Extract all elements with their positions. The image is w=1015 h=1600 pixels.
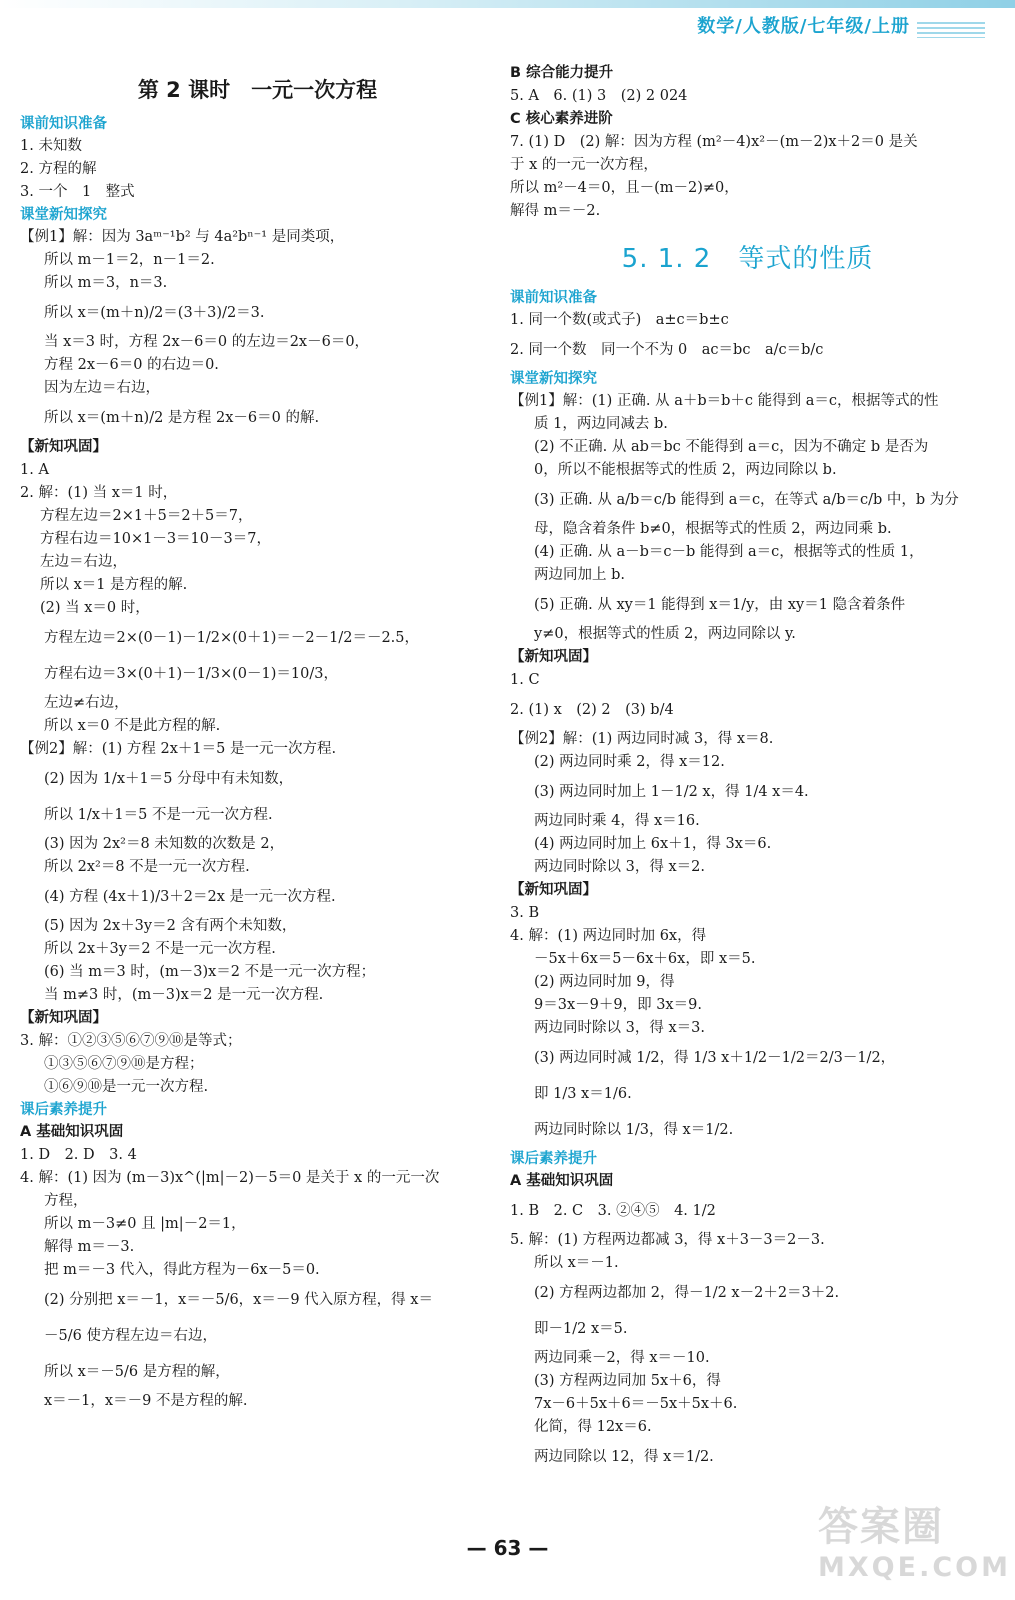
answer-line: 当 x＝3 时，方程 2x－6＝0 的左边＝2x－6＝0，: [44, 334, 370, 350]
answer-line: 2. (1) x (2) 2 (3) b/4: [510, 702, 674, 718]
answer-line: 于 x 的一元一次方程，: [510, 157, 658, 173]
answer-line: 1. B 2. C 3. ②④⑤ 4. 1/2: [510, 1203, 716, 1219]
answer-line: 【例1】解：因为 3aᵐ⁻¹b² 与 4a²bⁿ⁻¹ 是同类项，: [20, 229, 345, 245]
answer-line: 方程 2x－6＝0 的右边＝0.: [44, 357, 219, 373]
answer-line: 1. D 2. D 3. 4: [20, 1147, 137, 1163]
answer-line: 两边同时除以 3，得 x＝3.: [534, 1020, 705, 1036]
right-column: [510, 62, 985, 1475]
answer-line: (2) 两边同时乘 2，得 x＝12.: [534, 754, 725, 770]
answer-line: 所以 x＝－5/6 是方程的解，: [44, 1364, 230, 1380]
answer-line: 0，所以不能根据等式的性质 2，两边同除以 b.: [534, 462, 837, 478]
answer-line: 4. 解：(1) 因为 (m－3)x^(|m|－2)－5＝0 是关于 x 的一元一次: [20, 1170, 440, 1186]
answer-line: 1. C: [510, 672, 540, 688]
section-heading: 课后素养提升: [20, 1102, 107, 1118]
answer-line: (4) 正确. 从 a－b＝c－b 能得到 a＝c，根据等式的性质 1，: [534, 544, 924, 560]
answer-line: 7. (1) D (2) 解：因为方程 (m²－4)x²－(m－2)x＋2＝0 是关: [510, 134, 918, 150]
answer-line: 所以 1/x＋1＝5 不是一元一次方程.: [44, 807, 273, 823]
subsection-label: 【新知巩固】: [510, 882, 597, 898]
answer-line: 所以 m－1＝2，n－1＝2.: [44, 252, 215, 268]
answer-line: 即 1/3 x＝1/6.: [534, 1086, 632, 1102]
answer-line: －5x＋6x＝5－6x＋6x，即 x＝5.: [534, 951, 756, 967]
answer-line: ①⑥⑨⑩是一元一次方程.: [44, 1079, 209, 1095]
answer-line: (5) 因为 2x＋3y＝2 含有两个未知数，: [44, 918, 297, 934]
section-heading: 课前知识准备: [20, 116, 107, 132]
answer-line: 两边同时除以 3，得 x＝2.: [534, 859, 705, 875]
answer-line: (3) 两边同时加上 1－1/2 x，得 1/4 x＝4.: [534, 784, 809, 800]
section-heading: 课堂新知探究: [510, 371, 597, 387]
answer-line: (2) 方程两边都加 2，得－1/2 x－2＋2＝3＋2.: [534, 1285, 840, 1301]
answer-line: 方程左边＝2×1＋5＝2＋5＝7，: [40, 508, 253, 524]
answer-line: 两边同时除以 1/3，得 x＝1/2.: [534, 1122, 734, 1138]
answer-line: ①③⑤⑥⑦⑨⑩是方程；: [44, 1056, 204, 1072]
answer-line: 所以 x＝(m＋n)/2 是方程 2x－6＝0 的解.: [44, 410, 320, 426]
answer-line: (2) 两边同时加 9，得: [534, 974, 675, 990]
answer-line: 解得 m＝－3.: [44, 1239, 135, 1255]
watermark-logo: [818, 1495, 1011, 1590]
section-heading: 课后素养提升: [510, 1151, 597, 1167]
answer-line: 所以 m²－4＝0，且－(m－2)≠0，: [510, 180, 739, 196]
answer-line: 因为左边＝右边，: [44, 380, 160, 396]
answer-line: 9＝3x－9＋9，即 3x＝9.: [534, 997, 702, 1013]
section-heading: 课堂新知探究: [20, 207, 107, 223]
answer-line: 所以 x＝1 是方程的解.: [40, 577, 188, 593]
answer-line: 1. 同一个数(或式子) a±c＝b±c: [510, 312, 729, 328]
subsection-label: A 基础知识巩固: [510, 1173, 614, 1189]
answer-line: 5. 解：(1) 方程两边都减 3，得 x＋3－3＝2－3.: [510, 1232, 825, 1248]
subsection-label: C 核心素养进阶: [510, 111, 613, 127]
answer-line: (2) 因为 1/x＋1＝5 分母中有未知数，: [44, 771, 294, 787]
answer-line: 两边同加上 b.: [534, 567, 625, 583]
answer-line: 方程右边＝3×(0＋1)－1/3×(0－1)＝10/3，: [44, 666, 338, 682]
answer-line: 7x－6＋5x＋6＝－5x＋5x＋6.: [534, 1396, 738, 1412]
answer-line: (3) 两边同时减 1/2，得 1/3 x＋1/2－1/2＝2/3－1/2，: [534, 1050, 896, 1066]
answer-line: 母，隐含着条件 b≠0，根据等式的性质 2，两边同乘 b.: [534, 521, 892, 537]
header-decoration: [917, 22, 985, 38]
left-column: [20, 55, 495, 1413]
answer-line: 3. 解：①②③⑤⑥⑦⑨⑩是等式；: [20, 1033, 242, 1049]
answer-line: 即－1/2 x＝5.: [534, 1321, 628, 1337]
answer-line: (3) 因为 2x²＝8 未知数的次数是 2，: [44, 836, 285, 852]
answer-line: (4) 两边同时加上 6x＋1，得 3x＝6.: [534, 836, 772, 852]
answer-line: 【例2】解：(1) 两边同时减 3，得 x＝8.: [510, 731, 774, 747]
answer-line: 1. A: [20, 462, 49, 478]
answer-line: 5. A 6. (1) 3 (2) 2 024: [510, 88, 688, 104]
answer-line: 方程，: [44, 1193, 88, 1209]
answer-line: x＝－1，x＝－9 不是方程的解.: [44, 1393, 248, 1409]
watermark-bottom-text: MXQE.COM: [818, 1552, 1011, 1583]
answer-line: 质 1，两边同减去 b.: [534, 416, 668, 432]
subsection-label: 【新知巩固】: [510, 649, 597, 665]
answer-line: 把 m＝－3 代入，得此方程为－6x－5＝0.: [44, 1262, 320, 1278]
answer-line: (3) 正确. 从 a/b＝c/b 能得到 a＝c，在等式 a/b＝c/b 中，b 为分: [534, 492, 959, 508]
answer-line: 方程左边＝2×(0－1)－1/2×(0＋1)＝－2－1/2＝－2.5，: [44, 630, 420, 646]
answer-line: 解得 m＝－2.: [510, 203, 601, 219]
answer-line: y≠0，根据等式的性质 2，两边同除以 y.: [534, 626, 796, 642]
answer-line: 左边＝右边，: [40, 554, 127, 570]
subsection-label: 【新知巩固】: [20, 439, 107, 455]
answer-line: 方程右边＝10×1－3＝10－3＝7，: [40, 531, 271, 547]
answer-line: (6) 当 m＝3 时，(m－3)x＝2 不是一元一次方程；: [44, 964, 376, 980]
answer-line: (4) 方程 (4x＋1)/3＋2＝2x 是一元一次方程.: [44, 889, 336, 905]
answer-line: 左边≠右边，: [44, 695, 129, 711]
answer-line: (5) 正确. 从 xy＝1 能得到 x＝1/y，由 xy＝1 隐含着条件: [534, 597, 906, 613]
answer-line: 所以 x＝(m＋n)/2＝(3＋3)/2＝3.: [44, 305, 265, 321]
page-number: — 63 —: [466, 1536, 549, 1560]
page-header: [0, 0, 1015, 46]
answer-line: 所以 2x＋3y＝2 不是一元一次方程.: [44, 941, 276, 957]
answer-line: 【例2】解：(1) 方程 2x＋1＝5 是一元一次方程.: [20, 741, 337, 757]
answer-line: (2) 不正确. 从 ab＝bc 不能得到 a＝c，因为不确定 b 是否为: [534, 439, 929, 455]
answer-line: 化简，得 12x＝6.: [534, 1419, 652, 1435]
lesson-title: 第 2 课时 一元一次方程: [137, 78, 378, 102]
answer-line: 2. 同一个数 同一个不为 0 ac＝bc a/c＝b/c: [510, 342, 824, 358]
answer-line: 两边同时乘 4，得 x＝16.: [534, 813, 700, 829]
answer-line: 所以 2x²＝8 不是一元一次方程.: [44, 859, 250, 875]
section-heading: 课前知识准备: [510, 290, 597, 306]
answer-line: 所以 x＝0 不是此方程的解.: [44, 718, 221, 734]
answer-line: 3. B: [510, 905, 540, 921]
answer-line: 所以 x＝－1.: [534, 1255, 619, 1271]
answer-line: 两边同乘－2，得 x＝－10.: [534, 1350, 710, 1366]
answer-line: 两边同除以 12，得 x＝1/2.: [534, 1449, 714, 1465]
answer-line: (2) 当 x＝0 时，: [40, 600, 150, 616]
header-stripe: [0, 0, 1015, 8]
header-label: 数学/人教版/七年级/上册: [697, 16, 910, 37]
answer-line: 4. 解：(1) 两边同时加 6x，得: [510, 928, 707, 944]
answer-line: (2) 分别把 x＝－1，x＝－5/6，x＝－9 代入原方程，得 x＝: [44, 1292, 433, 1308]
watermark-top-text: 答案圈: [818, 1504, 944, 1550]
section-title: 5. 1. 2 等式的性质: [621, 244, 874, 274]
subsection-label: A 基础知识巩固: [20, 1124, 124, 1140]
answer-line: 所以 m－3≠0 且 |m|－2＝1，: [44, 1216, 246, 1232]
subsection-label: B 综合能力提升: [510, 65, 614, 81]
answer-line: 1. 未知数: [20, 138, 82, 154]
answer-line: 2. 解：(1) 当 x＝1 时，: [20, 485, 178, 501]
answer-line: (3) 方程两边同加 5x＋6，得: [534, 1373, 721, 1389]
answer-line: －5/6 使方程左边＝右边，: [44, 1328, 217, 1344]
answer-line: 3. 一个 1 整式: [20, 184, 135, 200]
answer-line: 当 m≠3 时，(m－3)x＝2 是一元一次方程.: [44, 987, 324, 1003]
subsection-label: 【新知巩固】: [20, 1010, 107, 1026]
answer-line: 所以 m＝3，n＝3.: [44, 275, 168, 291]
answer-line: 【例1】解：(1) 正确. 从 a＋b＝b＋c 能得到 a＝c，根据等式的性: [510, 393, 939, 409]
answer-line: 2. 方程的解: [20, 161, 97, 177]
